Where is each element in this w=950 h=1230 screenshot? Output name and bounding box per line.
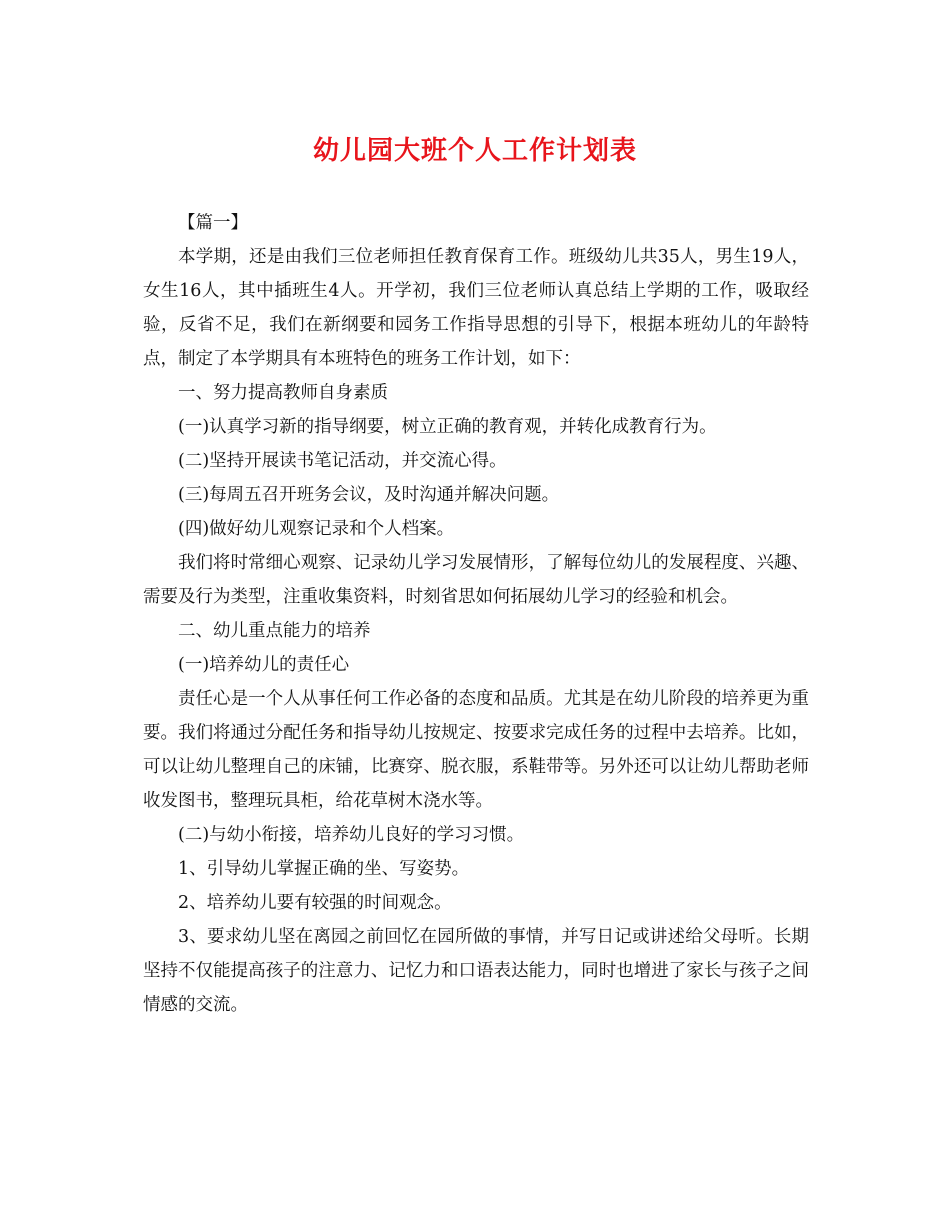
list-item: 1、引导幼儿掌握正确的坐、写姿势。: [178, 859, 470, 879]
section-heading-2: 二、幼儿重点能力的培养: [178, 621, 371, 641]
subsection-heading: (二)与幼小衔接，培养幼儿良好的学习习惯。: [178, 825, 525, 845]
section-heading-1: 一、努力提高教师自身素质: [178, 383, 388, 403]
subsection-heading: (一)培养幼儿的责任心: [178, 655, 350, 675]
intro-paragraph: 本学期，还是由我们三位老师担任教育保育工作。班级幼儿共35人，男生19人，女生16人，其中插班生4人。开学初，我们三位老师认真总结上学期的工作，吸取经验，反省不足，我们在新纲要和园务工作指导思想的引导下，根据本班幼儿的年龄特点，制定了本学期具有本班特色的班务工作计划，如下：: [143, 247, 809, 369]
document-body: [143, 206, 809, 1022]
list-item: 2、培养幼儿要有较强的时间观念。: [178, 893, 452, 913]
body-paragraph: 我们将时常细心观察、记录幼儿学习发展情形，了解每位幼儿的发展程度、兴趣、需要及行为类型，注重收集资料，时刻省思如何拓展幼儿学习的经验和机会。: [143, 553, 809, 607]
list-item: 3、要求幼儿坚在离园之前回忆在园所做的事情，并写日记或讲述给父母听。长期坚持不仅能提高孩子的注意力、记忆力和口语表达能力，同时也增进了家长与孩子之间情感的交流。: [143, 927, 809, 1015]
list-item: (一)认真学习新的指导纲要，树立正确的教育观，并转化成教育行为。: [178, 417, 717, 437]
list-item: (四)做好幼儿观察记录和个人档案。: [178, 519, 455, 539]
document-title: 幼儿园大班个人工作计划表: [312, 136, 637, 166]
list-item: (二)坚持开展读书笔记活动，并交流心得。: [178, 451, 507, 471]
body-paragraph: 责任心是一个人从事任何工作必备的态度和品质。尤其是在幼儿阶段的培养更为重要。我们将通过分配任务和指导幼儿按规定、按要求完成任务的过程中去培养。比如，可以让幼儿整理自己的床铺，比赛穿、脱衣服，系鞋带等。另外还可以让幼儿帮助老师收发图书，整理玩具柜，给花草树木浇水等。: [143, 689, 809, 811]
section-label: 【篇一】: [178, 213, 248, 233]
list-item: (三)每周五召开班务会议，及时沟通并解决问题。: [178, 485, 560, 505]
